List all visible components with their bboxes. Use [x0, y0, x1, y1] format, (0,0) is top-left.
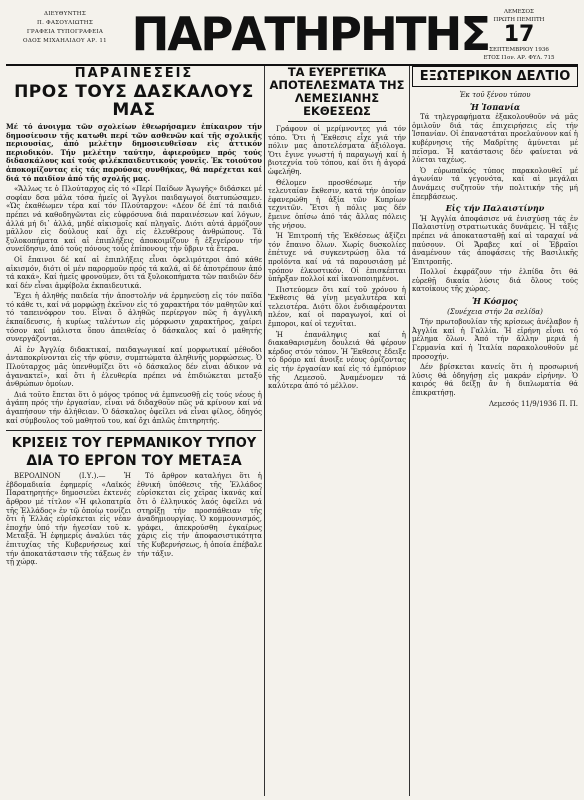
paragraph: Γράφουν οἱ μερίμνοντες γιά τόν τόπο. Ὅτι ἡ Ἔκθεσις εἶχε γιά τήν πόλιν μας ἀποτελέσματα ἀξιόλογα. Ὅτι ἔγινε γνωστή ἡ παραγωγή καί ἡ βιοτεχνία τοῦ τόπου, καί ὅτι ἡ ἀγορά ὠφελήθη.	[268, 125, 406, 176]
signature: Λεμεσός 11/9/1936 Π. Π.	[489, 399, 578, 408]
address-line: ΟΔΟΣ ΜΙΧΑΗΛΙΔΟΥ ΑΡ. 11	[23, 38, 107, 44]
paragraph: Οἱ ἔπαινοι δέ καί αἱ ἐπιπλήξεις εἶναι ὀφελιμότεροι ἀπό κάθε αἰκισμόν, διότι οἱ μέν παρορμοῦν πρός τά καλά, αἱ δέ ἀποτρέπουν ἀπό τά κακά». Καί ἡμεῖς φρονοῦμεν, ὅτι τά ξυλοκοπήματα τῶν παιδιῶν δέν καί δέν εἶναι ἀμφίβολα ἐκπαιδευτικά.	[6, 255, 262, 290]
column-right	[412, 66, 578, 796]
paragraph: Ὁ εὐρωπαϊκός τύπος παρακολουθεῖ μέ ἀγωνίαν τά γεγονότα, καί αἱ μεγάλαι Δυνάμεις συζητοῦν τήν πολιτικήν τῆς μή ἐπεμβάσεως.	[412, 166, 578, 201]
paragraph: Ἔχει ἡ ἀληθής παιδεία τήν ἀποστολήν νά ἑρμηνεύσῃ εἰς τόν παῖδα τό κάθε τι, καί νά μορφώσῃ ἐκεῖνον εἰς τό χαρακτήρα τόν μαθητῶν καί τό ταπεινόφρον του. Εἶναι ὅ ἀληθῶς περίεργον πῶς ἡ ἀγγλική ἐκπαίδευσις, ἡ κυρίως ταλέντων εἰς μόρφωσιν χαρακτῆρος, χαίρει τόσον καί μάλιστα ὅπου ἀπειθείας ὁ δάσκαλος καί ὁ μαθητής συνεργάζονται.	[6, 292, 262, 344]
german-press-body	[6, 472, 262, 567]
paragraph: ΒΕΡΟΛΙΝΟΝ (Ι.Υ.).— Ἡ ἐβδομαδιαία ἐφημερίς «Λαϊκός Παρατηρητής» δημοσιεύει ἐκτενές ἄρθρον μέ τίτλον «Ἡ φιλοπατρία τῆς Ἑλλάδος» ἐν τῷ ὁποίῳ τονίζει ὅτι ἡ Ἑλλάς εὑρίσκεται εἰς νέαν ἐποχήν ὑπό τήν ἡγεσίαν τοῦ κ. Μεταξᾶ. Ἡ ἐφημερίς ἀναλύει τάς ἐπιτυχίας τῆς Κυβερνήσεως καί τήν ἀποκατάστασιν τῆς τάξεως ἐν τῇ χώρᾳ.	[6, 472, 131, 567]
subhead-world: Ἡ Κόσμος	[472, 296, 518, 307]
subhead-spain: Ἡ Ἱσπανία	[470, 101, 520, 112]
column-left	[6, 66, 262, 796]
paragraph: Τήν πρωτοβουλίαν τῆς κρίσεως ἀνέλαβον ἡ Ἀγγλία καί ἡ Γαλλία. Ἡ εἰρήνη εἶναι τό μέλημα ὅλων. Ἀπό τήν ἄλλην μεριά ἡ Γερμανία καί ἡ Ἰταλία παρακολουθοῦν μέ προσοχήν.	[412, 318, 578, 361]
weekday-label: ΠΡΩΤΗ ΠΕΜΠΤΗ	[493, 17, 545, 23]
subhead-palestine: Εἰς τήν Παλαιστίνην	[445, 203, 545, 214]
foreign-bulletin-header: ΕΞΩΤΕΡΙΚΟΝ ΔΕΛΤΙΟ	[412, 66, 578, 87]
paragraph: Πολλοί ἐκφράζουν τήν ἐλπίδα ὅτι θά εὑρεθῇ δικαία λύσις διά ὅλους τούς κατοίκους τῆς χώρας.	[412, 268, 578, 294]
paragraph: Ἡ Ἐπιτροπή τῆς Ἐκθέσεως ἀξίζει τόν ἔπαινο ὅλων. Χωρίς δυσκολίες ἐπέτυχε νά συγκεντρώσῃ ὅλα τά προϊόντα καί νά τά παρουσιάσῃ μέ τρόπον ἑλκυστικόν. Οἱ ἐπισκέπται ὑπῆρξαν πολλοί καί ἱκανοποιημένοι.	[268, 232, 406, 284]
issue-day-number: 17	[503, 22, 535, 47]
paragraph: Ἡ Ἀγγλία ἀποφάσισε νά ἐνισχύσῃ τάς ἐν Παλαιστίνῃ στρατιωτικάς δυνάμεις. Ἡ τάξις πρέπει νά ἀποκατασταθῇ καί αἱ ταραχαί νά παύσουν. Οἱ Ἄραβες καί οἱ Ἑβραῖοι ἀναμένουν τάς ἀποφάσεις τῆς Βασιλικῆς Ἐπιτροπῆς.	[412, 214, 578, 266]
paragraph: Θέλομεν προσθέσωμε τήν τελευταίαν ἔκθεσιν, κατά τήν ὁποίαν ἐφανερώθη ἡ ἀξία τῶν Κυπρίων τεχνιτῶν. Ἔτσι ἡ πόλις μας δέν ἔμεινε ὀπίσω ἀπό τάς ἄλλας πόλεις τῆς νήσου.	[268, 178, 406, 230]
paragraph: Ἡ ἐπανάληψις καί ἡ διακαθαρισμένη δουλειά θά φέρουν κέρδος στόν τόπον. Ἡ Ἔκθεσις ἔδειξε τό δρόμο καί ἄνοιξε νέους ὁρίζοντας εἰς τήν ἐργασίαν καί εἰς τό ἐμπόριον τῆς Λεμεσοῦ. Ἀναμένομεν τά καλύτερα ἀπό τό μέλλον.	[268, 330, 406, 391]
paragraph: Πιστεύομεν ὅτι καί τοῦ χρόνου ἡ Ἔκθεσις θά γίνῃ μεγαλυτέρα καί τελειοτέρα. Διότι ὅλοι ἐνδιαφέρονται πλέον, καί οἱ παραγωγοί, καί οἱ ἔμποροι, καί οἱ τεχνῖται.	[268, 285, 406, 329]
article-headline-german-press-1: ΚΡΙΣΕΙΣ ΤΟΥ ΓΕΡΜΑΝΙΚΟΥ ΤΥΠΟΥ	[11, 436, 257, 452]
divider	[6, 430, 262, 431]
continuation-note: (Συνέχεια στήν 2α σελίδα)	[447, 307, 543, 316]
column-rule	[264, 66, 265, 796]
paragraph: Αἱ ἐν Ἀγγλίᾳ διδακτικαί, παιδαγωγικαί καί μορφωτικαί μέθοδοι ἀνταποκρίνονται εἰς τήν φύσιν, συμπτώματα ἀληθινῆς μορφώσεως. Ὁ Πλούταρχος μᾶς ὑπενθυμίζει ὅτι «ὁ δάσκαλος δέν εἶναι ἀδικον νά ἀγανακτεῖ», καί ὅτι ἡ ἐλευθερία πρέπει νά ἐπιδιώκεται μεταξύ ἀνθρώπων ὁμοίων.	[6, 345, 262, 389]
newspaper-title: ΠΑΡΑΤΗΡΗΤΗΣ	[131, 7, 490, 61]
director-name: Π. ΦΑΣΟΥΛΙΩΤΗΣ	[36, 20, 94, 26]
article-headline-exhibition: ΤΑ ΕΥΕΡΓΕΤΙΚΑ ΑΠΟΤΕΛΕΣΜΑΤΑ ΤΗΣ ΛΕΜΕΣΙΑΝΗΣ ΕΚΘΕΣΕΩΣ	[269, 66, 405, 118]
press-note: Ἐκ τοῦ ξένου τύπου	[459, 91, 531, 99]
masthead-left-info	[6, 10, 124, 46]
masthead	[6, 4, 578, 66]
column-rule	[409, 66, 410, 796]
article-intro: Μέ τό άνοιγμα τῶν σχολείων ἐθεωρήσαμεν ἐπίκαιρον τήν δημοσίευσιν τῆς κατωθι περί τῶν ασθενῶν καί τῆς σχολικῆς περιουσίας, ἀπό μελέτην δημοσιευθεῖσαν εἰς ἀττικόν περιοδικόν. Τήν μελέτην ταύτην, ἀφιεροῦμεν πρός τούς διδασκάλους καί τούς φιλέκπαιδευτικούς γονεῖς. Ἐκ τοιούτου ἀποκομίζοντας εἰς τάς παρούσας συνθήκας, θά παρέχεται καί διά τό παιδίον ἀπό τῆς σχολῆς μας.	[6, 122, 262, 183]
offices-label: ΓΡΑΦΕΙΑ ΤΥΠΟΓΡΑΦΕΙΑ	[26, 29, 104, 35]
paragraph: Δέν βρίσκεται κανείς ὅτι ἡ προσωρινή λύσις θά ὁδηγήσῃ εἰς μακράν εἰρήνην. Ὁ καιρός θά δείξῃ ἄν ἡ διπλωματία θά ἐπικρατήσῃ.	[412, 363, 578, 397]
article-kicker: ΠΑΡΑΙΝΕΣΕΙΣ	[74, 66, 194, 81]
article-headline-teachers: ΠΡΟΣ ΤΟΥΣ ΔΑΣΚΑΛΟΥΣ ΜΑΣ	[14, 82, 254, 120]
issue-date: ΣΕΠΤΕΜΒΡΙΟΥ 1936	[489, 47, 549, 53]
paragraph: Τό ἄρθρον καταλήγει ὅτι ἡ ἐθνική ὑπόθεσις τῆς Ἑλλάδος εὑρίσκεται εἰς χεῖρας ἱκανάς καί ὅτι ὁ ἑλληνικός λαός ὀφείλει νά στηρίξῃ τήν προσπάθειαν τῆς ἀναδημιουργίας. Ὁ κομμουνισμός, γράφει, ἀπεκρούσθη ἐγκαίρως χάρις εἰς τήν ἀποφασιστικότητα τῆς Κυβερνήσεως, ἡ ὁποία ἐπέβαλε τήν τάξιν.	[137, 472, 262, 558]
paragraph: Διά τοῦτο ἔπεται ὅτι ὁ μόνος τρόπος νά ἐμπνευσθῇ εἰς τούς νέους ἡ ἀγάπη πρός τήν ἐργασίαν, εἶναι νά διδαχθοῦν πῶς νά κρίνουν καί νά ἀγαπήσουν τήν ἀλήθειαν. Ὁ δάσκαλος ὀφείλει νά εἶναι φίλος, ὁδηγός καί σύμβουλος τοῦ μαθητοῦ του, καί ὄχι ἀπλῶς ἐπιτηρητής.	[6, 390, 262, 425]
article-headline-german-press-2: ΔΙΑ ΤΟ ΕΡΓΟΝ ΤΟΥ ΜΕΤΑΞΑ	[26, 453, 242, 470]
column-middle	[268, 66, 406, 796]
masthead-right-info	[460, 8, 578, 62]
issue-volume: ΕΤΟΣ Ι1ον. ΑΡ. ΦΥΛ. 715	[483, 55, 555, 61]
paragraph: «Ἄλλως τε ὁ Πλούταρχος εἰς τό «Περί Παίδων Ἀγωγῆς» διδάσκει μέ σοφίαν δσα μάλα τόσα ἡμεῖς οἱ Ἄγγλοι παιδαγωγοί διατυπώσαμεν. «Ὡς ἐκαθέωμεν τέρα καί τόν Πλούταρχον: «Δέον δέ ἐπί τά παιδιά πρέπει νά καθοδηγῶνται εἰς εὐφρόσυνα διά παραινέσεων καί λόγων, ἀλλά μή δι᾽ ἀλλά, μηδέ αἰκισμοῖς καί πληγαῖς. Διότι αὐτά ἁρμόζουν μᾶλλον εἰς δούλους καί ὄχι εἰς ἐλευθέρους ἀνθρώπους. Τά ξυλοκοπήματα καί αἱ ἐπιπλήξεις ἀποκοιμίζουν ἤ ἐξεγείρουν τήν συνείδησιν, ἀπό τούς πόνους τούς ἐπίπονους τήν ὕβριν τά ἕτερα.	[6, 185, 262, 254]
paragraph: Τά τηλεγραφήματα ἐξακολουθοῦν νά μᾶς ὁμιλοῦν διά τάς ἐπιχειρήσεις εἰς τήν Ἱσπανίαν. Οἱ ἐπαναστάται προελαύνουν καί ἡ κυβέρνησις τῆς Μαδρίτης ἀμύνεται μέ πεῖσμα. Ἡ κατάστασις δέν φαίνεται νά λύεται ταχέως.	[412, 113, 578, 165]
director-label: ΔΙΕΥΘΥΝΤΗΣ	[43, 11, 87, 17]
divider	[288, 121, 386, 122]
city-label: ΛΕΜΕΣΟΣ	[504, 9, 534, 15]
content-columns	[6, 66, 578, 796]
